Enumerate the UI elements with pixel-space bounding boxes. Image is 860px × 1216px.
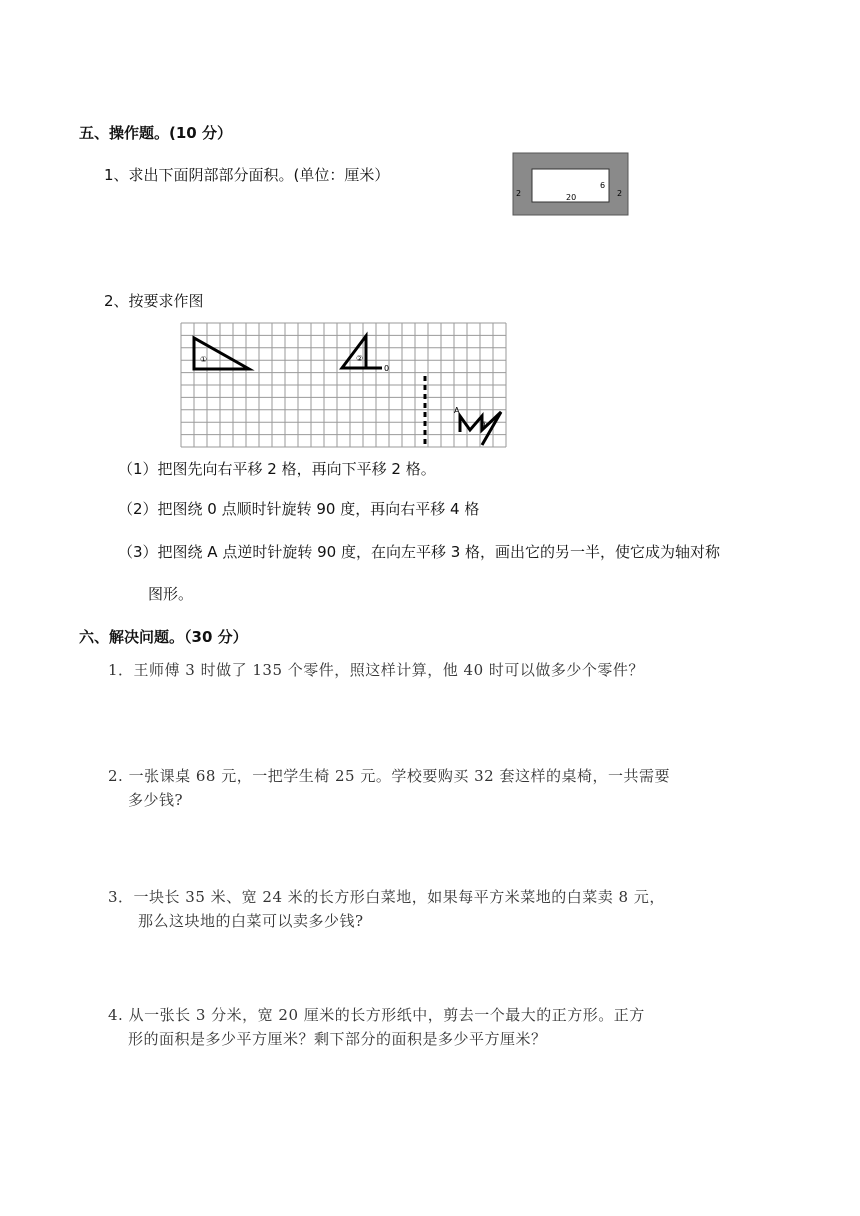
label-inner-length: 20 [566,193,577,202]
problem-4-line2: 形的面积是多少平方厘米？剩下部分的面积是多少平方厘米？ [128,1030,547,1048]
triangle-1 [194,338,249,369]
grid-figure [178,320,508,450]
q2-step-2: （2）把图绕 0 点顺时针旋转 90 度，再向右平移 4 格 [118,500,480,518]
problem-3-line1: 3．一块长 35 米、宽 24 米的长方形白菜地，如果每平方米菜地的白菜卖 8 元， [108,888,665,906]
q1-text: 1、求出下面阴部部分面积。(单位：厘米） [104,166,390,184]
shape3-label: ③ [480,420,488,429]
q2-step-3: （3）把图绕 A 点逆时针旋转 90 度，在向左平移 3 格，画出它的另一半，使它成为轴对称 [118,543,721,561]
point-o-label: 0 [384,364,390,373]
problem-2-line2: 多少钱? [128,791,184,809]
label-left-width: 2 [516,189,522,198]
q2-step-3-cont: 图形。 [148,585,194,603]
grid-lines [181,323,506,447]
shape1-label: ① [200,355,208,364]
shape2-label: ② [356,354,364,363]
problem-3-line2: 那么这块地的白菜可以卖多少钱? [138,912,364,930]
shaded-area-figure [512,152,630,217]
q2-step-1: （1）把图先向右平移 2 格，再向下平移 2 格。 [118,460,436,478]
q2-text: 2、按要求作图 [104,292,204,310]
section5-heading: 五、操作题。(10 分） [79,124,232,142]
label-right-width: 2 [617,189,623,198]
section6-heading: 六、解决问题。（30 分） [79,628,248,646]
problem-1: 1．王师傅 3 时做了 135 个零件，照这样计算，他 40 时可以做多少个零件？ [108,661,644,679]
triangle-2 [342,336,366,368]
problem-4-line1: 4. 从一张长 3 分米，宽 20 厘米的长方形纸中，剪去一个最大的正方形。正方 [108,1006,645,1024]
point-a-label: A [454,406,460,415]
problem-2-line1: 2. 一张课桌 68 元，一把学生椅 25 元。学校要购买 32 套这样的桌椅，一共需要 [108,767,670,785]
label-inner-height: 6 [600,181,606,190]
